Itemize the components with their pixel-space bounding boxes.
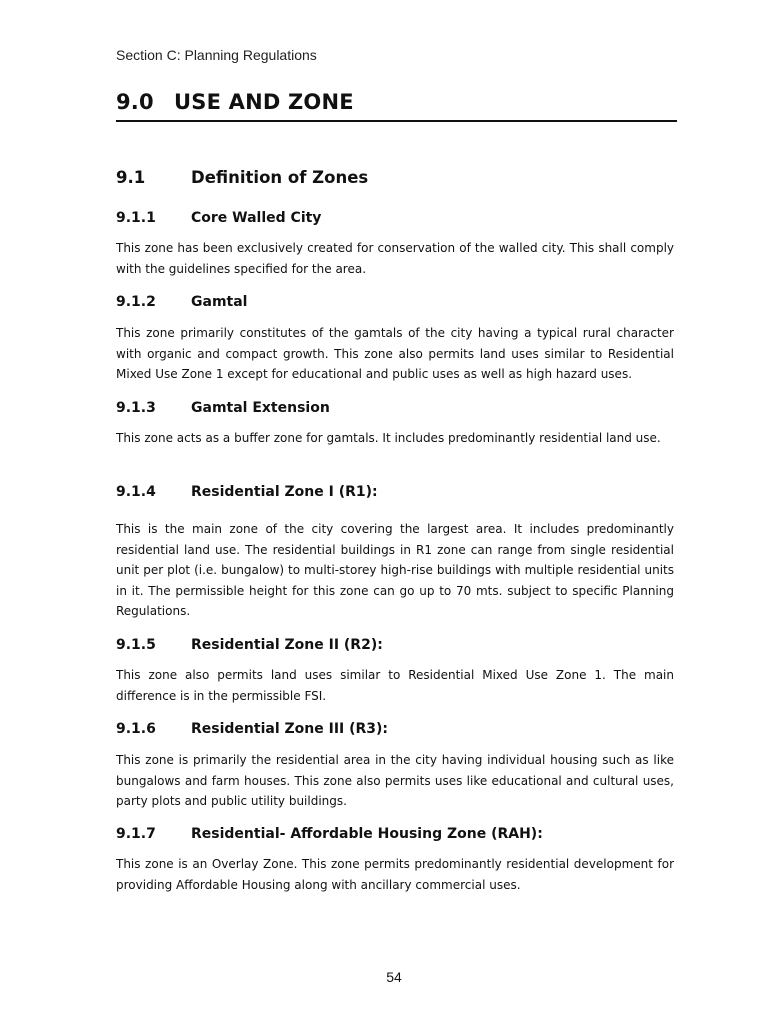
subsection-heading bbox=[116, 400, 330, 416]
section-heading bbox=[116, 168, 368, 187]
running-header: Section C: Planning Regulations bbox=[116, 47, 317, 63]
subsection-number: 9.1.3 bbox=[116, 400, 156, 416]
subsection-paragraph: This zone primarily constitutes of the gamtals of the city having a typical rural character with organic and compact growth. This zone also permits land uses similar to Residential Mixed Use Zone 1 except for educational and public uses as well as high hazard uses. bbox=[116, 326, 674, 382]
subsection-title: Gamtal Extension bbox=[191, 400, 330, 416]
subsection-number: 9.1.1 bbox=[116, 210, 156, 226]
chapter-title: USE AND ZONE bbox=[174, 90, 354, 114]
subsection-number: 9.1.7 bbox=[116, 826, 156, 842]
subsection-heading bbox=[116, 294, 247, 310]
subsection-paragraph: This zone acts as a buffer zone for gamtals. It includes predominantly residential land use. bbox=[116, 431, 661, 445]
subsection-heading bbox=[116, 484, 378, 500]
subsection-paragraph: This zone also permits land uses similar to Residential Mixed Use Zone 1. The main difference is in the permissible FSI. bbox=[116, 668, 674, 703]
subsection-title: Gamtal bbox=[191, 294, 248, 310]
chapter-heading bbox=[116, 90, 677, 122]
subsection-title: Residential Zone III (R3): bbox=[191, 721, 389, 737]
subsection-heading bbox=[116, 826, 543, 842]
subsection-number: 9.1.5 bbox=[116, 637, 156, 653]
chapter-number: 9.0 bbox=[116, 90, 154, 114]
subsection-number: 9.1.4 bbox=[116, 484, 156, 500]
subsection-paragraph: This zone has been exclusively created for conservation of the walled city. This shall comply with the guidelines specified for the area. bbox=[116, 241, 674, 276]
section-number: 9.1 bbox=[116, 168, 146, 187]
subsection-number: 9.1.6 bbox=[116, 721, 156, 737]
subsection-heading bbox=[116, 637, 383, 653]
subsection-paragraph: This is the main zone of the city covering the largest area. It includes predominantly residential land use. The residential buildings in R1 zone can range from single residential unit per plot (i.e. bungalow) to multi-storey high-rise buildings with multiple residential units in it. The permissible height for this zone can go up to 70 mts. subject to specific Planning Regulations. bbox=[116, 522, 674, 619]
subsection-title: Residential- Affordable Housing Zone (RAH): bbox=[191, 826, 543, 842]
subsection-paragraph: This zone is an Overlay Zone. This zone permits predominantly residential development for providing Affordable Housing along with ancillary commercial uses. bbox=[116, 857, 674, 892]
page-number: 54 bbox=[386, 969, 402, 985]
subsection-title: Core Walled City bbox=[191, 210, 322, 226]
subsection-number: 9.1.2 bbox=[116, 294, 156, 310]
subsection-heading bbox=[116, 210, 321, 226]
subsection-title: Residential Zone II (R2): bbox=[191, 637, 383, 653]
subsection-paragraph: This zone is primarily the residential area in the city having individual housing such as like bungalows and farm houses. This zone also permits uses like educational and cultural uses, party plots and public utility buildings. bbox=[116, 753, 674, 809]
section-title: Definition of Zones bbox=[191, 168, 369, 187]
subsection-heading bbox=[116, 721, 388, 737]
subsection-title: Residential Zone I (R1): bbox=[191, 484, 378, 500]
